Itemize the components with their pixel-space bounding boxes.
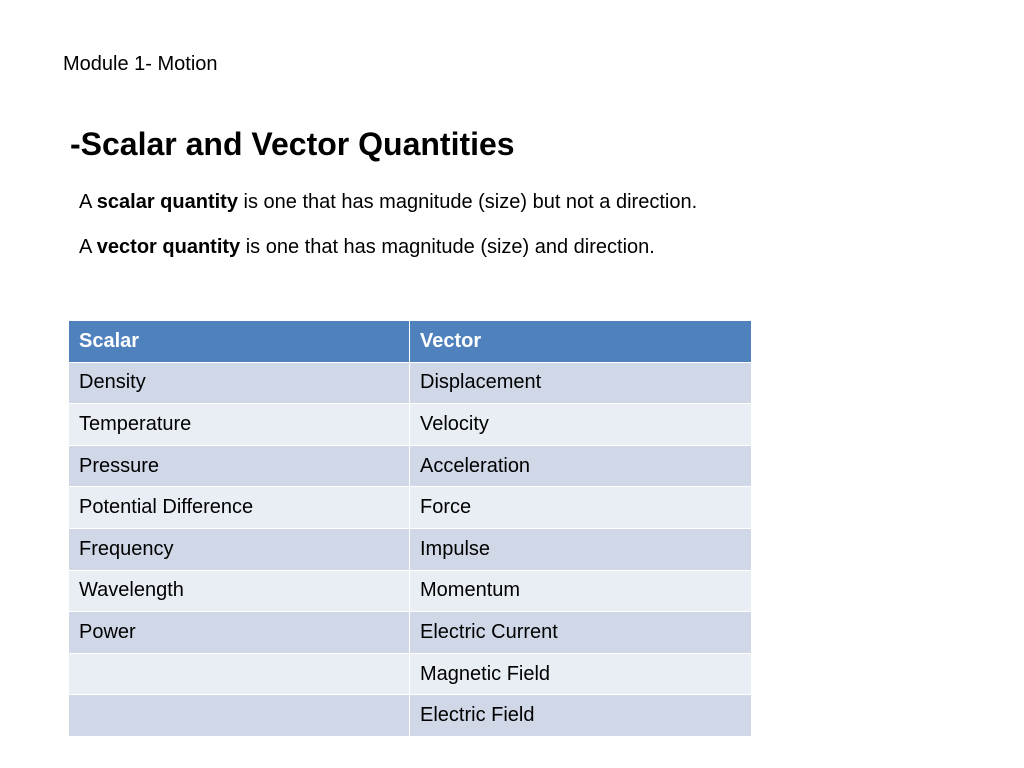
vector-definition [79, 234, 655, 260]
table-row [69, 404, 752, 446]
vector-cell: Force [410, 487, 752, 529]
table-row [69, 362, 752, 404]
page-title: -Scalar and Vector Quantities [70, 126, 515, 162]
table-row [69, 445, 752, 487]
table-row [69, 653, 752, 695]
table-row [69, 612, 752, 654]
vector-cell: Velocity [410, 404, 752, 446]
table-row [69, 528, 752, 570]
scalar-cell: Density [69, 362, 410, 404]
module-label: Module 1- Motion [63, 53, 218, 75]
table-row [69, 487, 752, 529]
vector-cell: Magnetic Field [410, 653, 752, 695]
vector-cell: Acceleration [410, 445, 752, 487]
scalar-cell [69, 695, 410, 737]
table-header-row [69, 321, 752, 363]
vector-cell: Electric Current [410, 612, 752, 654]
vector-cell: Impulse [410, 528, 752, 570]
vector-definition-term: vector quantity [96, 236, 241, 258]
header-vector: Vector [410, 321, 752, 363]
scalar-definition-prefix: A [79, 191, 97, 213]
scalar-cell [69, 653, 410, 695]
scalar-cell: Potential Difference [69, 487, 410, 529]
scalar-definition [79, 189, 697, 215]
vector-definition-rest: is one that has magnitude (size) and direction. [240, 236, 655, 258]
header-scalar: Scalar [69, 321, 410, 363]
table-row [69, 570, 752, 612]
scalar-cell: Wavelength [69, 570, 410, 612]
scalar-cell: Power [69, 612, 410, 654]
vector-cell: Electric Field [410, 695, 752, 737]
scalar-definition-rest: is one that has magnitude (size) but not a direction. [237, 191, 698, 213]
scalar-definition-term: scalar quantity [96, 191, 238, 213]
vector-cell: Displacement [410, 362, 752, 404]
vector-cell: Momentum [410, 570, 752, 612]
scalar-cell: Temperature [69, 404, 410, 446]
quantities-table [68, 320, 752, 737]
vector-definition-prefix: A [79, 236, 97, 258]
table-row [69, 695, 752, 737]
scalar-cell: Frequency [69, 528, 410, 570]
scalar-cell: Pressure [69, 445, 410, 487]
